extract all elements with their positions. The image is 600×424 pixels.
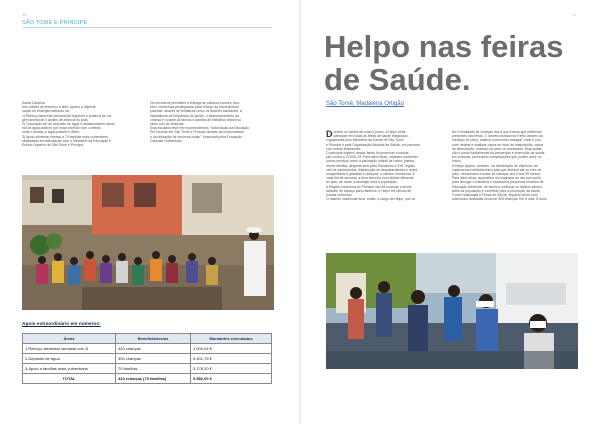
text-line: Os encontros permitiam a entrega de cabazes houses, tam- — [150, 101, 241, 105]
section-divider — [22, 27, 272, 28]
table-cell: 305 crianças — [116, 354, 191, 364]
text-line: A Região Autónoma do Príncipe não foi excecão e serviu — [326, 184, 412, 189]
table-cell: 70 famílias — [116, 364, 191, 374]
text-line: civil de nascimentos, distribuição de desparasitantes e redes — [326, 167, 418, 172]
text-line: criança e o papel da família e partilha de trabalhos desenvol- — [150, 117, 242, 122]
support-table — [22, 333, 272, 384]
table-cell: 2.Depósito de água — [23, 354, 116, 364]
text-line: participar em todas as feiras de saúde integradas, — [333, 134, 409, 139]
text-line: urante os meses de maio e junho, a Helpo pôde — [333, 130, 406, 134]
text-line: marcar presença. — [326, 193, 353, 198]
table-cell: 9.580,00 € — [191, 374, 272, 384]
text-line: em crianças, prevenindo complicações que podem advir no — [452, 155, 542, 160]
section-header: SÃO TOMÉ E PRÍNCIPE — [22, 20, 88, 26]
table-header-row — [23, 334, 272, 344]
table-row — [23, 344, 272, 354]
table-total-row — [23, 374, 272, 384]
text-line: total foram avaliadas cerca de 300 crianças. Em 5 dias, 5 anos — [452, 197, 547, 202]
community-meeting-photo — [22, 175, 274, 310]
text-line: vidos com as crianças. — [150, 122, 185, 127]
text-line: sível detetar e sinalizar casos de risco de malnutrição, casos — [452, 142, 544, 147]
text-line: sinalizadas em articulação com o Ministério da Educação e — [22, 138, 111, 143]
table-cell: 420 crianças (70 famílias) — [116, 374, 191, 384]
health-fair-photo — [326, 253, 578, 369]
left-column-2 — [150, 101, 274, 143]
table-cell: 3.Apoio a famílias mais vulneráveis — [23, 364, 116, 374]
text-line: parental, através de temáticos como os lanches saudáveis, a — [150, 109, 242, 114]
text-line: fez e finalidade às crianças dos 6 aos 5 anos que estiveram — [452, 130, 542, 134]
article-title-line: de Saúde. — [324, 62, 471, 97]
text-line: de desnutrição, excesso de peso ou obesidade. Esta avalia- — [452, 146, 543, 151]
page-number-left: 10 — [22, 12, 27, 17]
text-line: futuro. — [452, 159, 462, 164]
text-line: julho, direcionado a todas as crianças dos 6 aos 59 meses. — [452, 172, 541, 177]
text-line: Calouste Gulbenkian. — [150, 138, 183, 143]
table-header: Beneficiários/as — [116, 334, 191, 344]
text-line: importância da frequência do jardim, o desenvolvimento da — [150, 113, 239, 118]
table-cell: 1.Reforço alimentar semanal nos JI — [23, 344, 116, 354]
text-line: Esta iniciativa teve em reconhecimento "Valorização da Educação — [150, 126, 250, 131]
table-cell: 3.178,20 € — [191, 364, 272, 374]
left-column-1 — [22, 101, 144, 147]
text-line: Educação Alimentar, de forma a melhorar os hábitos alimen- — [452, 184, 543, 189]
text-line: bém, momentos privilegiados para reforço da envolvimento — [150, 105, 239, 110]
text-line: e da utilização de recursos locais", financiado pela Fundação — [150, 134, 242, 139]
text-line: mento familiar, despiste amo para Paludismo e VIH, registo — [326, 163, 416, 168]
text-line: Nos meses de fevereiro e abril, apoiou a dissemi- — [22, 105, 97, 110]
text-line: O principal objetivo destas feiras foi promover a vacina- — [326, 151, 410, 156]
text-line: onde o acesso à água potável é difícil; — [22, 130, 80, 135]
text-line: para divulgar o trabalhos e realizamos pequenas sessões de — [452, 180, 544, 185]
table-header: Montantes executados — [191, 334, 272, 344]
text-line: Para além disso, aproveitou do programa de dar a proveito — [452, 176, 541, 181]
text-line: ção é ponto fundamental da prevenção e promoção de saúde — [452, 151, 545, 156]
text-line: mosquiteiras à grávidas e crianças, e rastreio nutricional. A — [326, 172, 415, 177]
text-line: 3) Apoio alimentar mensal a 70 famílias mais vulneráveis, — [22, 134, 109, 139]
article-author: São Tomé, Madalena Ortigão — [326, 101, 404, 107]
table-cell: TOTAL — [23, 374, 116, 384]
text-line: gem animal de 4 jardins de infância no país; — [22, 117, 89, 122]
text-line: nal de água potável, por estar inserido num contexto — [22, 126, 101, 131]
text-line: O rastreio nutricional fixos, então, a cargo da Helpo, que se — [326, 197, 416, 202]
text-line: Ensino Superior de São Tomé e Príncipe. — [22, 143, 85, 148]
text-line: Pré-Escolar em São Tomé e Príncipe através da conformidade — [150, 130, 244, 135]
table-header: Áreas — [23, 334, 116, 344]
text-line: 1) Reforço alimentar semanal de legumes e proteína de ori- — [22, 113, 112, 118]
text-line: do país, de modo a abranger toda a população. — [326, 180, 398, 185]
page-number-right: 11 — [572, 12, 577, 17]
text-line: organizadas pelo Ministério da Saúde de São Tomé — [326, 138, 404, 143]
table-cell: 420 crianças — [116, 344, 191, 354]
text-line: A Helpo apoiou, também, na distribuição de Vitamina, um — [452, 163, 539, 168]
right-column-1 — [326, 130, 446, 201]
text-line: medição do peso, relativa e perímetro braquial, onde é pos- — [452, 138, 542, 143]
text-line: Foram realizadas 8 Feiras de Saúde, impacto direto num — [452, 193, 538, 198]
drop-cap: D — [326, 129, 333, 139]
text-line: suplemento multivitamínico pais que ferbens até ao mês de — [452, 167, 542, 172]
right-column-2 — [452, 130, 577, 201]
table-cell: 5.401,76 € — [191, 354, 272, 364]
table-row — [23, 364, 272, 374]
article-title-line: Helpo nas feiras — [324, 29, 564, 64]
text-line: presentes nas feiras. O rastreio nutricional é feito através da — [452, 134, 543, 139]
text-line: outros serviços como a vacinação infantil de rotina, planea- — [326, 159, 416, 164]
table-row — [23, 354, 272, 364]
text-line: com outras instituições. — [326, 146, 362, 151]
article-title — [324, 30, 584, 96]
table-cell: 1.000,04 € — [191, 344, 272, 354]
text-line: tares da população e contribuir para a promoção da saúde. — [452, 188, 541, 193]
text-line: e Príncipe e pela Organização Mundial da Saúde, em parceria — [326, 142, 420, 147]
text-line: também de espaço para rastreios, e Helpo fez deixou de — [326, 188, 412, 193]
text-line: 2) Colocação de um depósito de água e abastecimento sema- — [22, 122, 116, 127]
text-line: cada fim de semana, a feira decorria num distrito diferente — [326, 176, 414, 181]
text-line: nação de emergência/fundo na: — [22, 109, 70, 114]
text-line: ção contra a COVID-19. Para além disso, estavam presentes — [326, 155, 418, 160]
text-line: Santa Catarina. — [22, 101, 46, 105]
table-title: Apoio extraordinário em números: — [22, 322, 101, 327]
